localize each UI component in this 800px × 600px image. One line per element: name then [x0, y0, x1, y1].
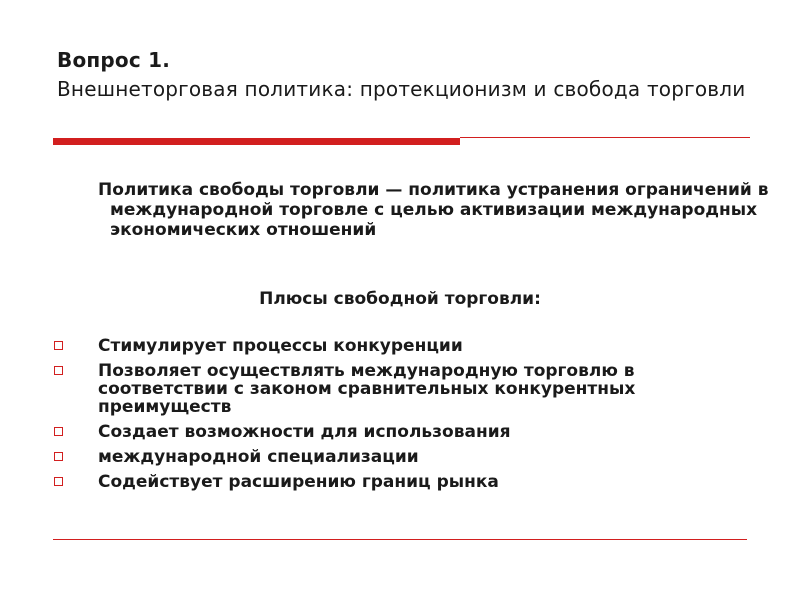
square-bullet-icon — [54, 452, 63, 461]
title-underline-thin — [460, 137, 750, 138]
list-item-text: международной специализации — [98, 447, 419, 467]
list-item — [54, 448, 754, 466]
square-bullet-icon — [54, 341, 63, 350]
free-trade-definition: Политика свободы торговли — политика устранения ограничений в международной торговле с целью активизации международных экономических отношений — [98, 180, 769, 240]
square-bullet-icon — [54, 427, 63, 436]
slide-title — [57, 46, 757, 102]
square-bullet-icon — [54, 366, 63, 375]
list-item-text: Позволяет осуществлять международную торговлю в соответствии с законом сравнительных конкурентных преимуществ — [98, 361, 636, 417]
list-item-text: Создает возможности для использования — [98, 422, 511, 442]
title-underline-thick — [53, 138, 460, 145]
list-item — [54, 362, 754, 416]
list-item — [54, 337, 754, 355]
square-bullet-icon — [54, 477, 63, 486]
list-item — [54, 423, 754, 441]
question-number: Вопрос 1. — [57, 48, 170, 72]
question-topic: Внешнеторговая политика: протекционизм и свобода торговли — [57, 77, 746, 101]
advantages-list — [54, 337, 754, 498]
footer-divider — [53, 539, 747, 540]
advantages-heading: Плюсы свободной торговли: — [259, 289, 541, 309]
list-item-text: Содействует расширению границ рынка — [98, 472, 499, 492]
list-item-text: Стимулирует процессы конкуренции — [98, 336, 463, 356]
list-item — [54, 473, 754, 491]
